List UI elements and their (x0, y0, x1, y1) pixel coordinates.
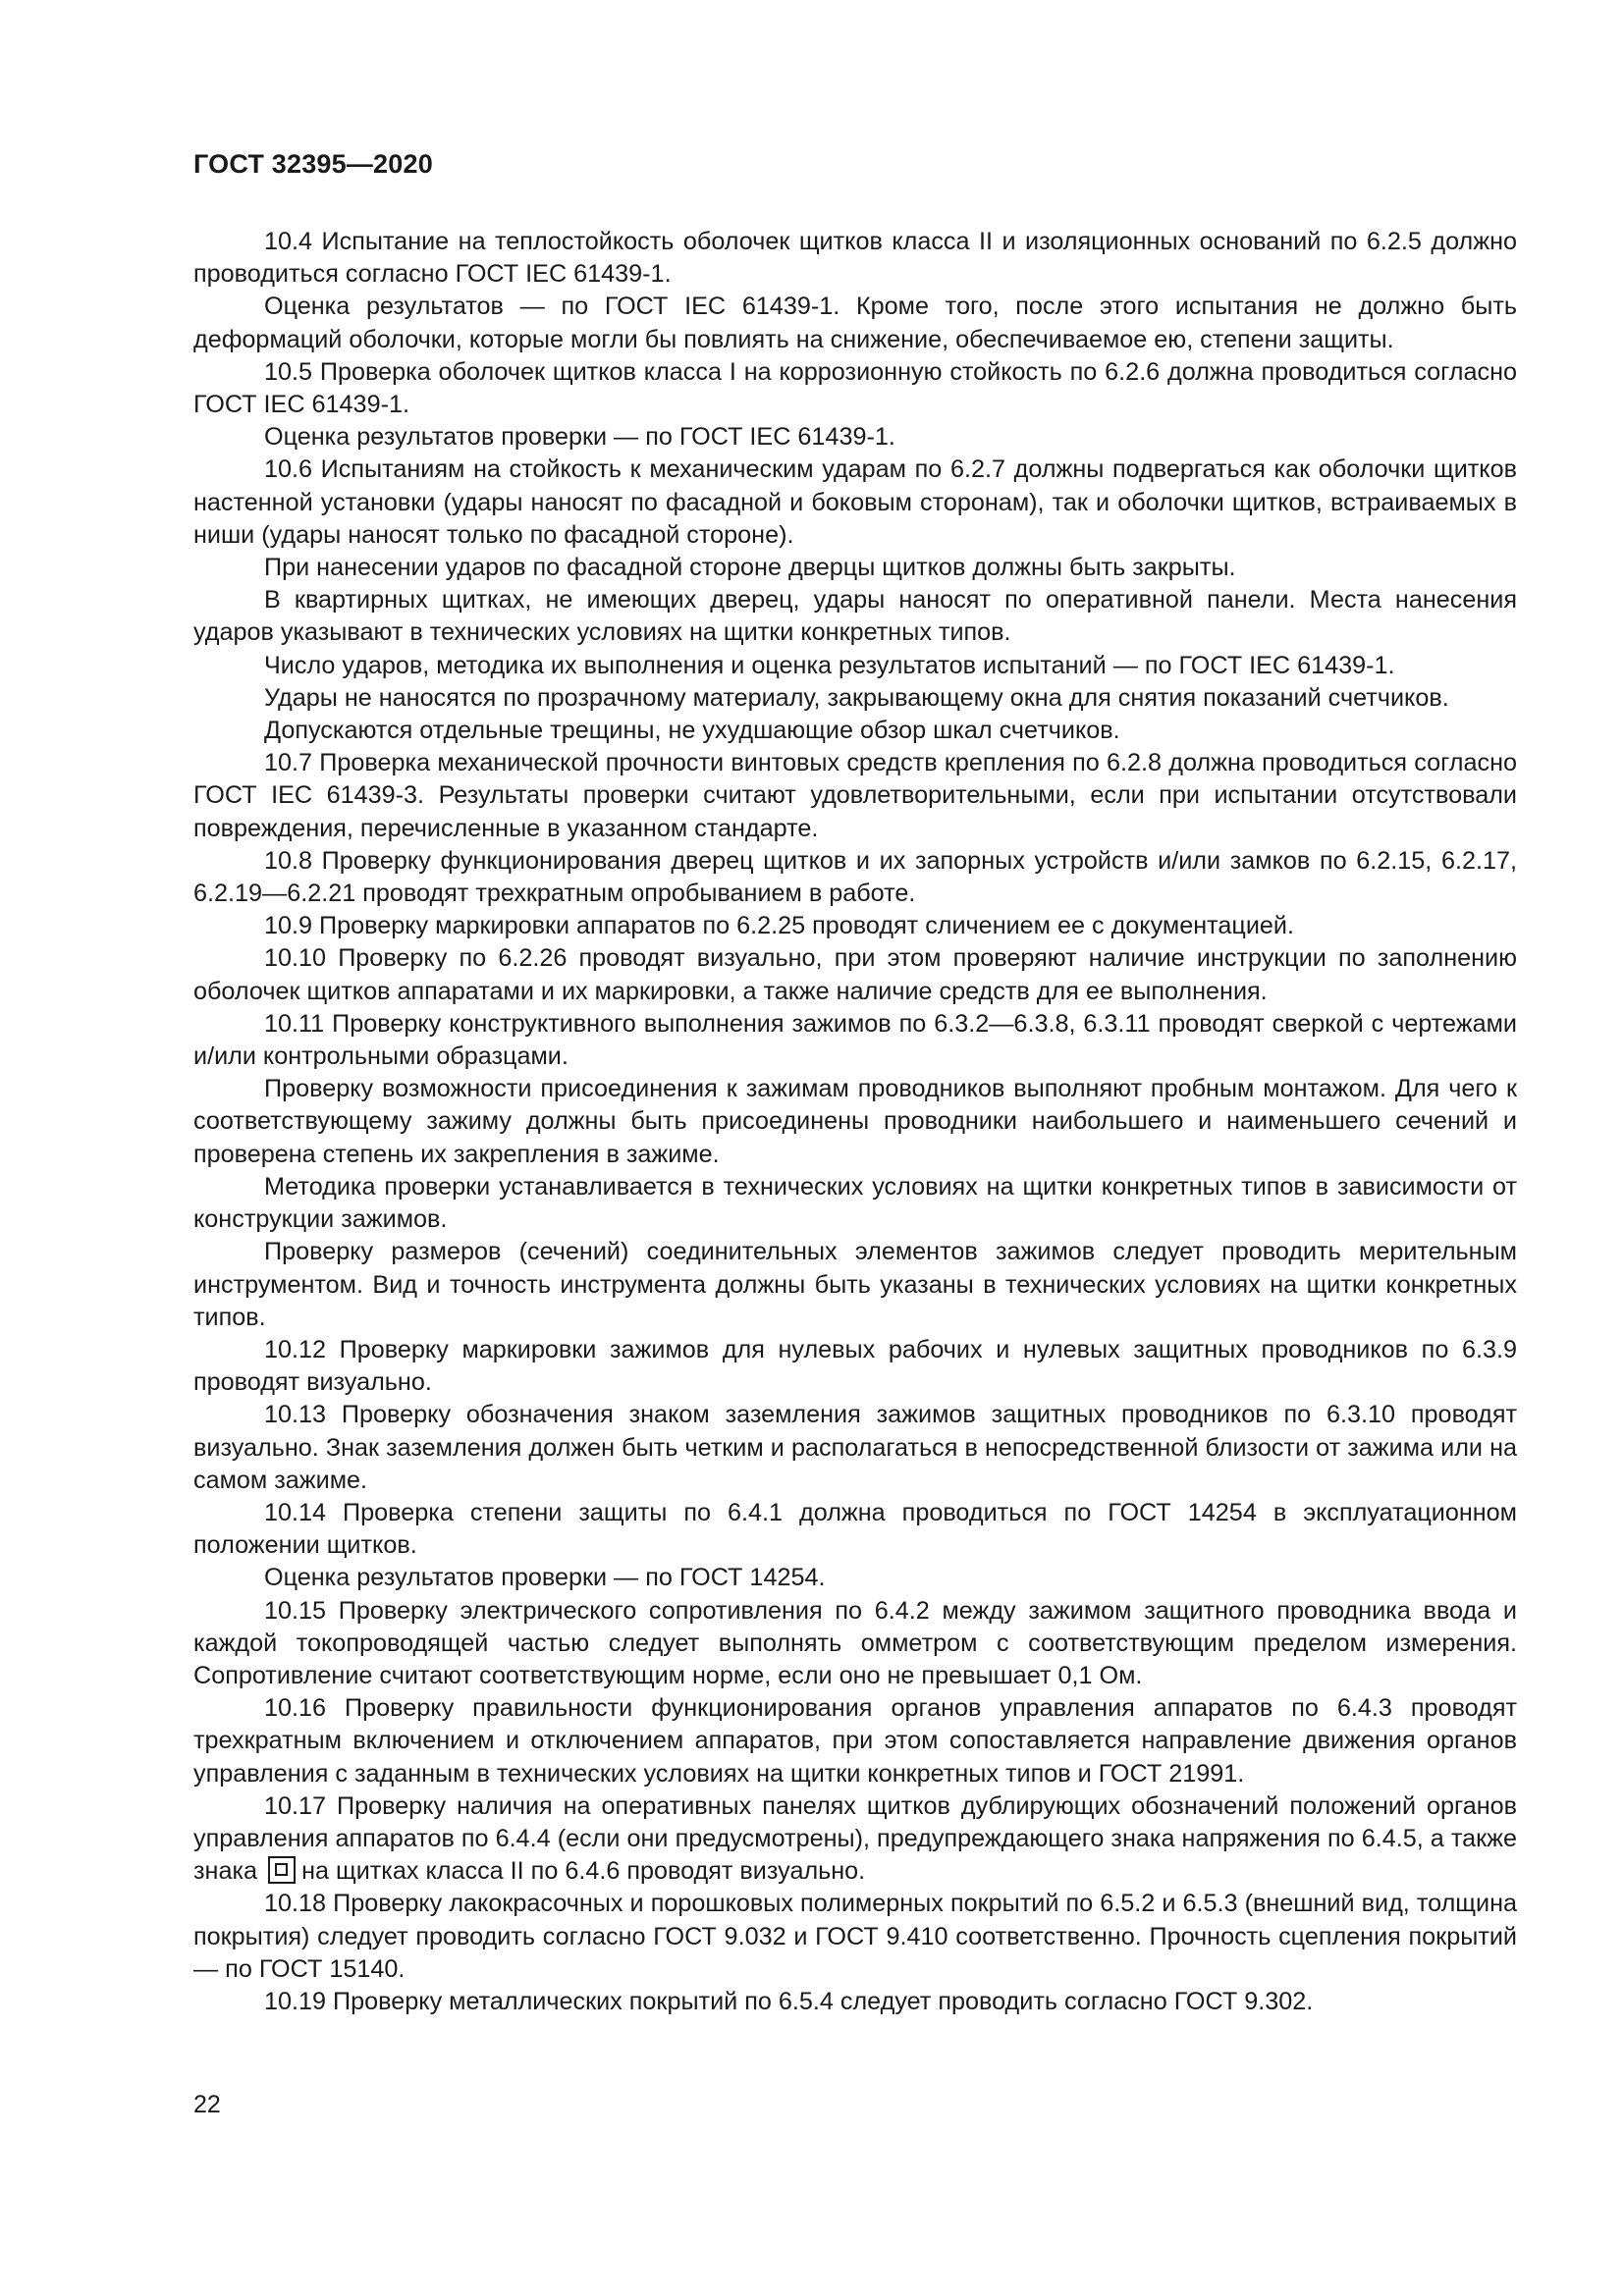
paragraph: Методика проверки устанавливается в технических условиях на щитки конкретных типов в зависимости от конструкции зажимов. (193, 1172, 1517, 1234)
page-number: 22 (193, 2091, 221, 2118)
paragraph: 10.6 Испытаниям на стойкость к механическим ударам по 6.2.7 должны подвергаться как оболочки щитков настенной установки (удары наносят по фасадной и боковым сторонам), так и оболочки щитков, встраиваемых в ниши (удары наносят только по фасадной стороне). (193, 455, 1517, 549)
class-ii-double-square-icon (268, 1856, 296, 1884)
paragraph: Удары не наносятся по прозрачному материалу, закрывающему окна для снятия показаний счетчиков. (264, 683, 1449, 712)
paragraph: 10.13 Проверку обозначения знаком заземления зажимов защитных проводников по 6.3.10 проводят визуально. Знак заземления должен быть четким и располагаться в непосредственной близости от зажима или на самом зажиме. (193, 1401, 1517, 1494)
paragraph: 10.8 Проверку функционирования дверец щитков и их запорных устройств и/или замков по 6.2.15, 6.2.17, 6.2.19—6.2.21 проводят трехкратным опробыванием в работе. (193, 846, 1517, 908)
paragraph: 10.11 Проверку конструктивного выполнения зажимов по 6.3.2—6.3.8, 6.3.11 проводят сверкой с чертежами и/или контрольными образцами. (193, 1009, 1517, 1071)
paragraph: 10.18 Проверку лакокрасочных и порошковых полимерных покрытий по 6.5.2 и 6.5.3 (внешний вид, толщина покрытия) следует проводить согласно ГОСТ 9.032 и ГОСТ 9.410 соответственно. Прочность сцепления покрытий — по ГОСТ 15140. (193, 1890, 1517, 1983)
paragraph: 10.19 Проверку металлических покрытий по 6.5.4 следует проводить согласно ГОСТ 9.302. (264, 1987, 1314, 2015)
paragraph-10-17-text: 10.17 Проверку наличия на оперативных панелях щитков дублирующих обозначений положений органов управления аппаратов по 6.4.4 (если они предусмотрены), предупреждающего знака напряжения по 6.4.5, а также знака (193, 1791, 1517, 1886)
class-ii-inner-square (275, 1863, 288, 1876)
paragraph: Оценка результатов проверки — по ГОСТ 14254. (264, 1564, 826, 1592)
paragraph: 10.16 Проверку правильности функционирования органов управления аппаратов по 6.4.3 проводят трехкратным включением и отключением аппаратов, при этом сопоставляется направление движения органов управления с заданным в технических условиях на щитки конкретных типов и ГОСТ 21991. (193, 1694, 1517, 1788)
paragraph-10-17 (193, 1790, 1517, 1889)
document-header: ГОСТ 32395—2020 (193, 149, 433, 179)
paragraph: 10.14 Проверка степени защиты по 6.4.1 должна проводиться по ГОСТ 14254 в эксплуатационном положении щитков. (193, 1498, 1517, 1560)
paragraph: Допускаются отдельные трещины, не ухудшающие обзор шкал счетчиков. (264, 717, 1120, 745)
paragraph: В квартирных щитках, не имеющих дверец, удары наносят по оперативной панели. Места нанесения ударов указывают в технических условиях на щитки конкретных типов. (193, 586, 1517, 647)
paragraph-10-17-text-end: на щитках класса II по 6.4.6 проводят визуально. (301, 1857, 866, 1886)
paragraph: 10.5 Проверка оболочек щитков класса I на коррозионную стойкость по 6.2.6 должна проводиться согласно ГОСТ IEC 61439-1. (193, 357, 1517, 419)
paragraph: При нанесении ударов по фасадной стороне дверцы щитков должны быть закрыты. (264, 554, 1236, 582)
document-body (193, 226, 1517, 2018)
paragraph: 10.15 Проверку электрического сопротивления по 6.4.2 между зажимом защитного проводника ввода и каждой токопроводящей частью следует выполнять омметром с соответствующим пределом измерения. Сопротивление считают соответствующим норме, если оно не превышает 0,1 Ом. (193, 1596, 1517, 1689)
paragraph: 10.10 Проверку по 6.2.26 проводят визуально, при этом проверяют наличие инструкции по заполнению оболочек щитков аппаратами и их маркировки, а также наличие средств для ее выполнения. (193, 944, 1517, 1005)
paragraph: Оценка результатов проверки — по ГОСТ IEC 61439-1. (264, 423, 895, 452)
paragraph: 10.7 Проверка механической прочности винтовых средств крепления по 6.2.8 должна проводиться согласно ГОСТ IEC 61439-3. Результаты проверки считают удовлетворительными, если при испытании отсутствовали повреждения, перечисленные в указанном стандарте. (193, 749, 1517, 842)
paragraph: 10.12 Проверку маркировки зажимов для нулевых рабочих и нулевых защитных проводников по 6.3.9 проводят визуально. (193, 1335, 1517, 1397)
paragraph: 10.9 Проверку маркировки аппаратов по 6.2.25 проводят сличением ее с документацией. (264, 912, 1294, 940)
paragraph: Проверку размеров (сечений) соединительных элементов зажимов следует проводить мерительным инструментом. Вид и точность инструмента должны быть указаны в технических условиях на щитки конкретных типов. (193, 1238, 1517, 1331)
paragraph: Число ударов, методика их выполнения и оценка результатов испытаний — по ГОСТ IEC 61439-1. (264, 651, 1395, 679)
paragraph: Оценка результатов — по ГОСТ IEC 61439-1. Кроме того, после этого испытания не должно быть деформаций оболочки, которые могли бы повлиять на снижение, обеспечиваемое ею, степени защиты. (193, 293, 1517, 353)
paragraph: Проверку возможности присоединения к зажимам проводников выполняют пробным монтажом. Для чего к соответствующему зажиму должны быть присоединены проводники наибольшего и наименьшего сечений и проверена степень их закрепления в зажиме. (193, 1075, 1517, 1168)
paragraph: 10.4 Испытание на теплостойкость оболочек щитков класса II и изоляционных оснований по 6.2.5 должно проводиться согласно ГОСТ IEC 61439-1. (193, 228, 1517, 289)
